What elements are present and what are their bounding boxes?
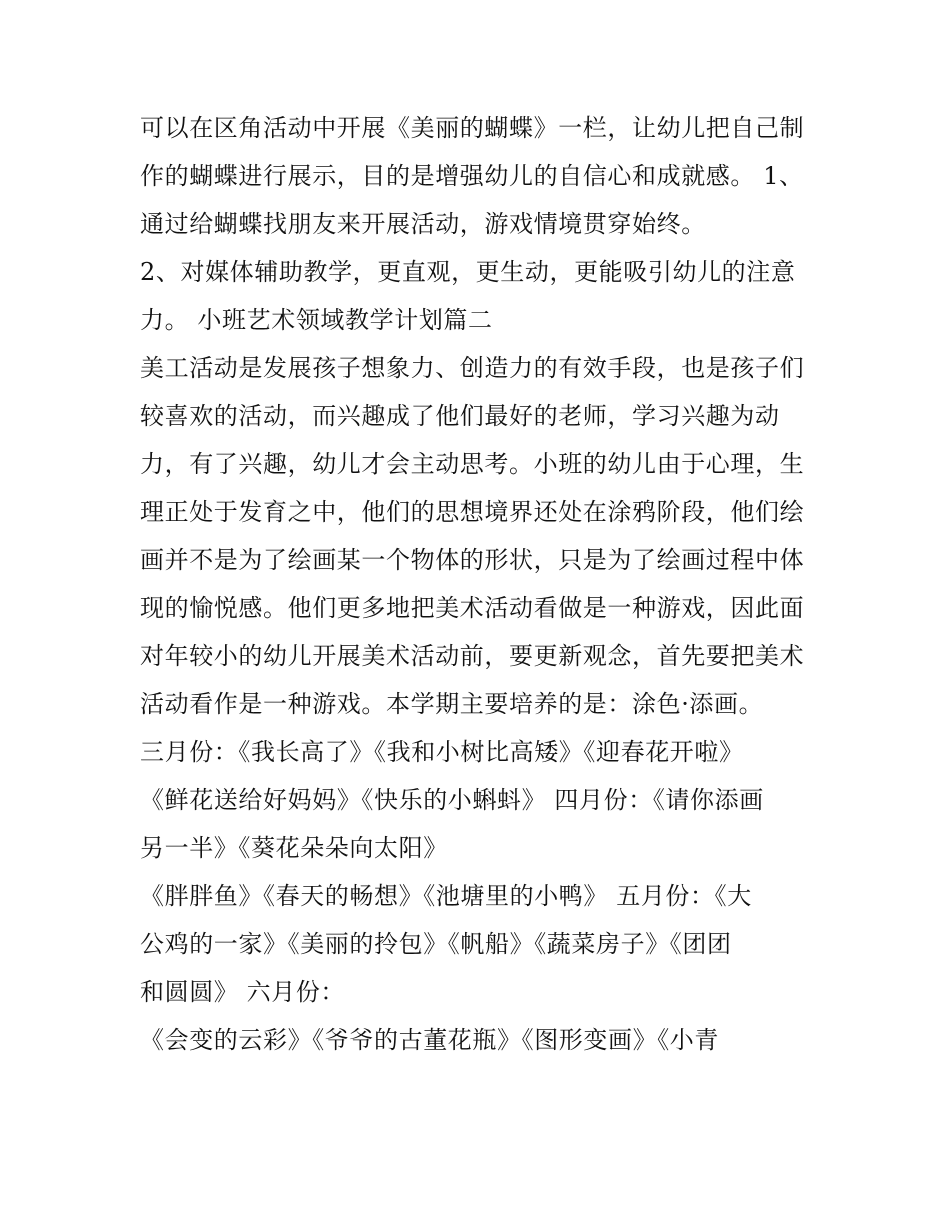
- text-line: 画并不是为了绘画某一个物体的形状，只是为了绘画过程中体: [140, 546, 805, 574]
- text-line: 通过给蝴蝶找朋友来开展活动，游戏情境贯穿始终。: [140, 210, 706, 238]
- text-line: 较喜欢的活动，而兴趣成了他们最好的老师，学习兴趣为动: [140, 402, 780, 430]
- text-line: 美工活动是发展孩子想象力、创造力的有效手段，也是孩子们: [140, 354, 805, 382]
- text-line: 对年较小的幼儿开展美术活动前，要更新观念，首先要把美术: [140, 642, 805, 670]
- text-line: 作的蝴蝶进行展示，目的是增强幼儿的自信心和成就感。 1、: [140, 162, 804, 190]
- text-line: 《会变的云彩》《爷爷的古董花瓶》《图形变画》《小青: [140, 1026, 719, 1054]
- text-line: 2、对媒体辅助教学，更直观，更生动，更能吸引幼儿的注意: [140, 258, 796, 286]
- text-line: 力。 小班艺术领域教学计划篇二: [140, 306, 493, 334]
- text-line: 活动看作是一种游戏。本学期主要培养的是：涂色·添画。: [140, 690, 764, 718]
- document-body: [140, 104, 820, 1064]
- text-line: 《鲜花送给好妈妈》《快乐的小蝌蚪》 四月份：《请你添画: [140, 786, 764, 814]
- text-line: 《胖胖鱼》《春天的畅想》《池塘里的小鸭》 五月份：《大: [140, 882, 752, 910]
- text-line: 现的愉悦感。他们更多地把美术活动看做是一种游戏，因此面: [140, 594, 805, 622]
- text-line: 另一半》《葵花朵朵向太阳》: [140, 834, 448, 862]
- text-line: 公鸡的一家》《美丽的拎包》《帆船》《蔬菜房子》《团团: [140, 930, 732, 958]
- text-line: 和圆圆》 六月份：: [140, 978, 346, 1006]
- text-line: 力，有了兴趣，幼儿才会主动思考。小班的幼儿由于心理，生: [140, 450, 805, 478]
- text-line: 可以在区角活动中开展《美丽的蝴蝶》一栏，让幼儿把自己制: [140, 114, 805, 142]
- text-line: 三月份：《我长高了》《我和小树比高矮》《迎春花开啦》: [140, 738, 744, 766]
- text-line: 理正处于发育之中，他们的思想境界还处在涂鸦阶段，他们绘: [140, 498, 805, 526]
